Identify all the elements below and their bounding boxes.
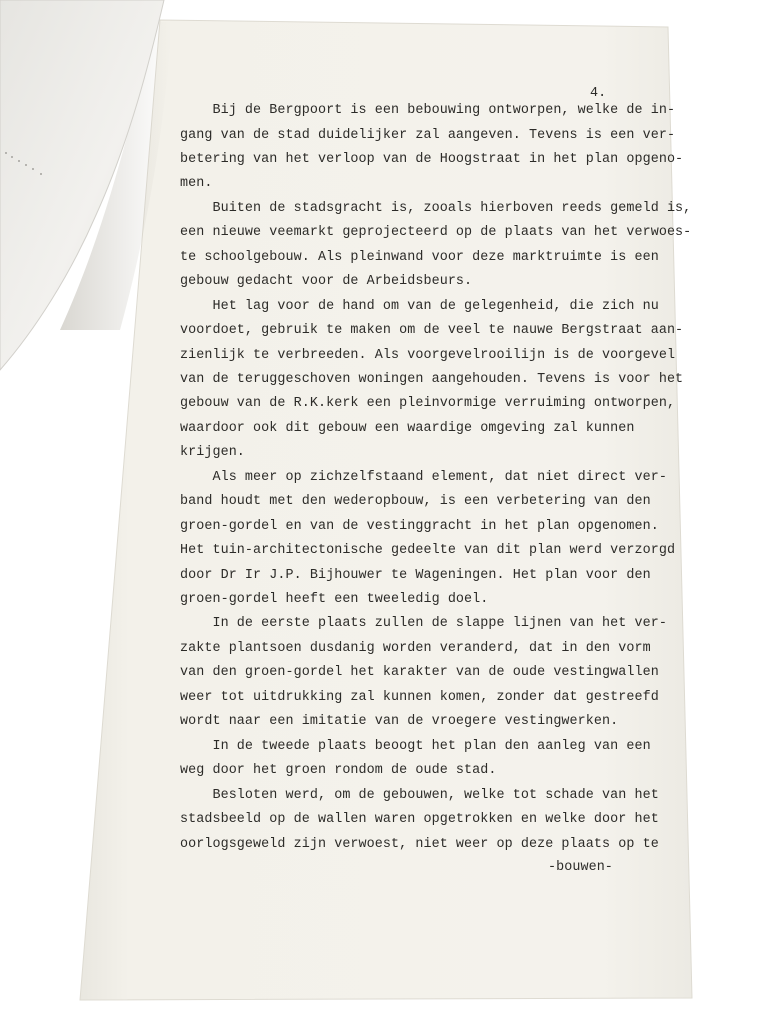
text-line: krijgen. [180, 445, 245, 461]
text-line: betering van het verloop van de Hoogstraat in het plan opgeno- [180, 151, 684, 167]
text-line: zakte plantsoen dusdanig worden veranderd, dat in den vorm [180, 640, 651, 656]
text-line: men. [180, 176, 213, 192]
text-line: voordoet, gebruik te maken om de veel te nauwe Bergstraat aan- [180, 323, 684, 338]
text-line: gebouw gedacht voor de Arbeidsbeurs. [180, 274, 473, 290]
text-line: groen-gordel en van de vestinggracht in het plan opgenomen. [180, 518, 659, 534]
catchword: -bouwen- [548, 860, 613, 875]
text-line: oorlogsgeweld zijn verwoest, niet weer op deze plaats op te [180, 836, 659, 852]
text-line: Het lag voor de hand om van de gelegenheid, die zich nu [180, 298, 659, 314]
text-line: zienlijk te verbreeden. Als voorgevelrooilijn is de voorgevel [180, 347, 676, 363]
text-line: Bij de Bergpoort is een bebouwing ontworpen, welke de in- [180, 103, 676, 118]
text-line: door Dr Ir J.P. Bijhouwer te Wageningen. Het plan voor den [180, 567, 651, 583]
text-line: weg door het groen rondom de oude stad. [180, 763, 497, 779]
text-line: band houdt met den wederopbouw, is een verbetering van den [180, 494, 651, 510]
text-line: waardoor ook dit gebouw een waardige omgeving zal kunnen [180, 420, 635, 436]
text-line: te schoolgebouw. Als pleinwand voor deze marktruimte is een [180, 249, 659, 265]
text-line: Buiten de stadsgracht is, zooals hierboven reeds gemeld is, [180, 200, 692, 216]
text-line: weer tot uitdrukking zal kunnen komen, zonder dat gestreefd [180, 689, 659, 705]
paper-sheet-shape [80, 20, 692, 1000]
text-line: Het tuin-architectonische gedeelte van dit plan werd verzorgd [180, 543, 676, 559]
text-line: stadsbeeld op de wallen waren opgetrokken en welke door het [180, 812, 659, 827]
text-line: In de tweede plaats beoogt het plan den aanleg van een [180, 738, 651, 754]
text-line: wordt naar een imitatie van de vroegere vestingwerken. [180, 714, 619, 730]
text-line: gebouw van de R.K.kerk een pleinvormige verruiming ontworpen, [180, 396, 676, 412]
text-line: gang van de stad duidelijker zal aangeven. Tevens is een ver- [180, 127, 676, 143]
text-line: In de eerste plaats zullen de slappe lijnen van het ver- [180, 616, 667, 632]
text-line: van den groen-gordel het karakter van de oude vestingwallen [180, 665, 659, 681]
text-line: een nieuwe veemarkt geprojecteerd op de plaats van het verwoes- [180, 225, 692, 241]
text-line: Als meer op zichzelfstaand element, dat niet direct ver- [180, 469, 667, 485]
text-line: van de teruggeschoven woningen aangehouden. Tevens is voor het [180, 371, 684, 387]
page-number: 4. [590, 86, 607, 101]
text-line: groen-gordel heeft een tweeledig doel. [180, 592, 489, 607]
text-line: Besloten werd, om de gebouwen, welke tot schade van het [180, 787, 659, 803]
